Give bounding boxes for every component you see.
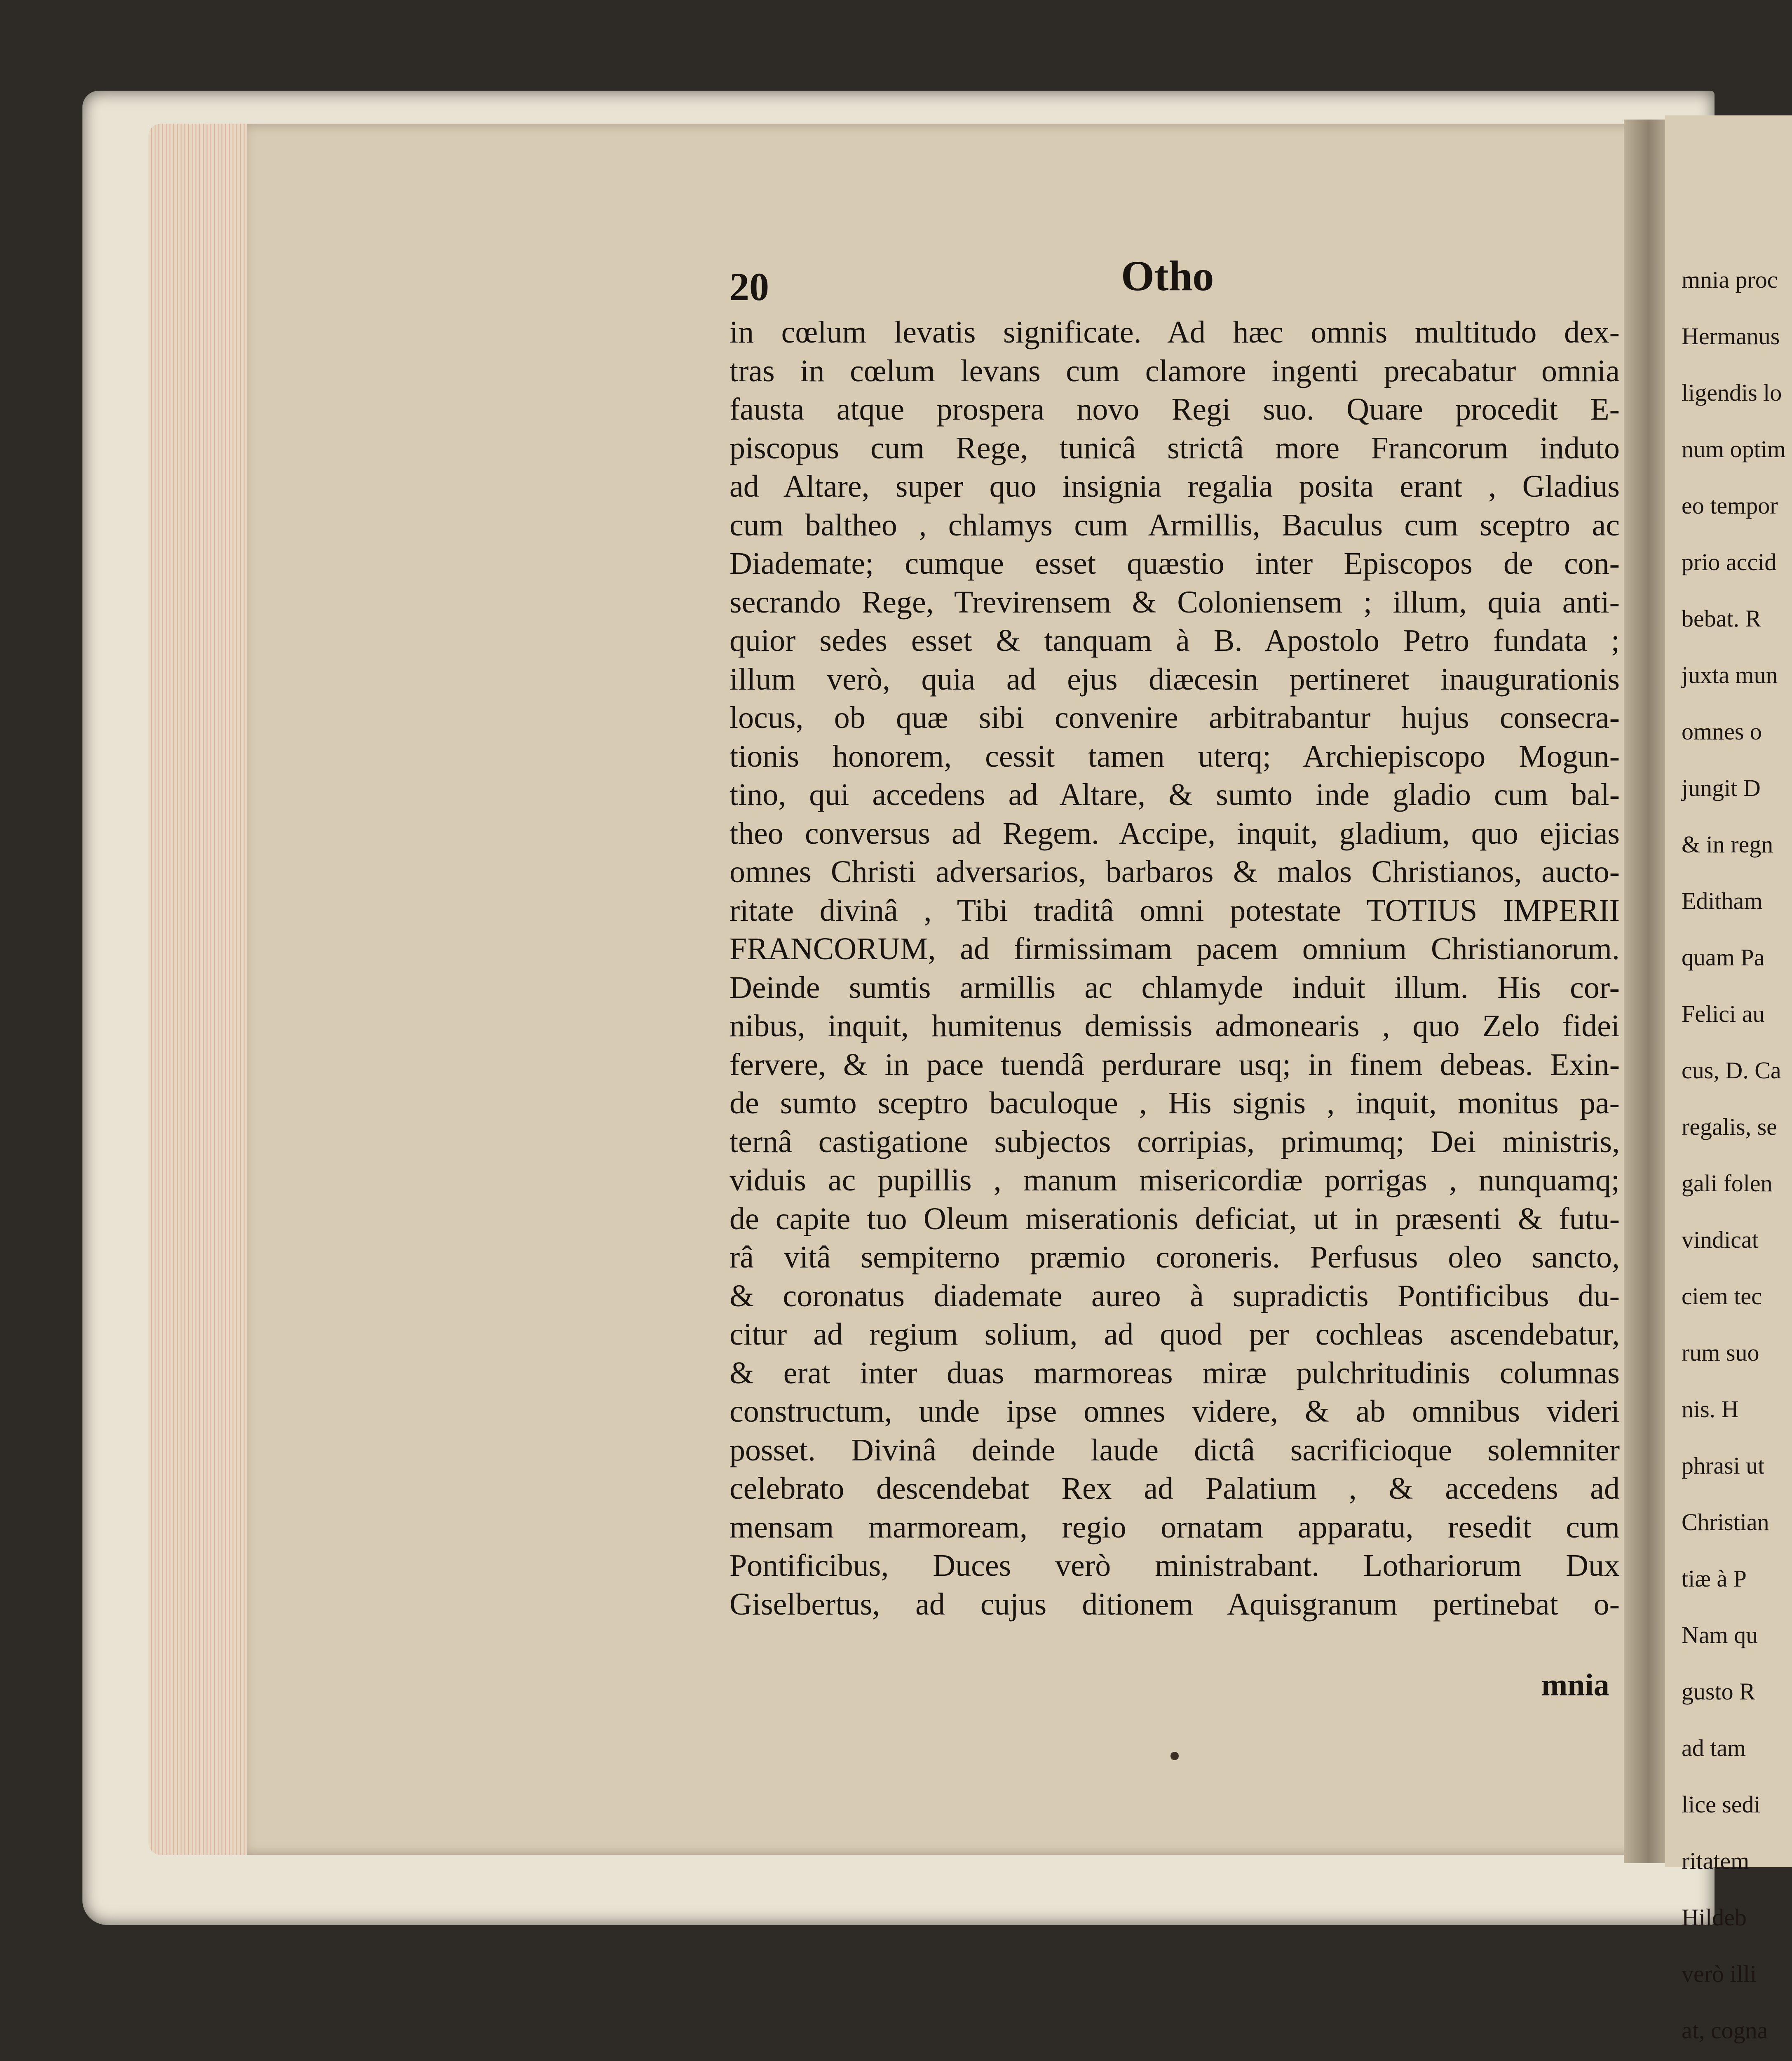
text-line: & erat inter duas marmoreas miræ pulchritudinis columnas	[729, 1355, 1620, 1390]
text-line: posset. Divinâ deinde laude dictâ sacrificioque solemniter	[729, 1432, 1620, 1467]
text-line: Pontificibus, Duces verò ministrabant. Lothariorum Dux	[729, 1548, 1620, 1583]
text-line: de capite tuo Oleum miserationis deficiat, ut in præsenti & futu-	[729, 1201, 1620, 1236]
right-page-line: ligendis lo	[1682, 379, 1782, 406]
text-line: citur ad regium solium, ad quod per cochleas ascendebatur,	[729, 1317, 1620, 1352]
text-line: celebrato descendebat Rex ad Palatium , & accedens ad	[729, 1471, 1620, 1506]
text-line: tionis honorem, cessit tamen uterq; Archiepiscopo Mogun-	[729, 739, 1620, 774]
text-line: de sumto sceptro baculoque , His signis , inquit, monitus pa-	[729, 1086, 1620, 1120]
text-line: cum baltheo , chlamys cum Armillis, Baculus cum sceptro ac	[729, 507, 1620, 542]
right-page-line: at, cogna	[1682, 2017, 1768, 2044]
right-page-line: Christian	[1682, 1509, 1769, 1535]
text-line: mensam marmoream, regio ornatam apparatu, resedit cum	[729, 1509, 1620, 1545]
text-line: illum verò, quia ad ejus diæcesin pertineret inaugurationis	[729, 662, 1620, 697]
right-page-line: Hermanus	[1682, 323, 1780, 350]
text-line: Diademate; cumque esset quæstio inter Episcopos de con-	[729, 546, 1620, 581]
text-line: râ vitâ sempiterno præmio coroneris. Perfusus oleo sancto,	[729, 1240, 1620, 1275]
text-line: theo conversus ad Regem. Accipe, inquit, gladium, quo ejicias	[729, 816, 1620, 851]
right-page-line: num optim	[1682, 436, 1786, 462]
right-page-line: cus, D. Ca	[1682, 1057, 1781, 1084]
text-line: viduis ac pupillis , manum misericordiæ porrigas , nunquamq;	[729, 1163, 1620, 1197]
text-line: Giselbertus, ad cujus ditionem Aquisgranum pertinebat o-	[729, 1587, 1620, 1622]
right-page-line: Editham	[1682, 887, 1763, 914]
text-line: ternâ castigatione subjectos corripias, primumq; Dei ministris,	[729, 1124, 1620, 1159]
text-line: fervere, & in pace tuendâ perdurare usq; in finem debeas. Exin-	[729, 1047, 1620, 1082]
right-page-line: prio accid	[1682, 549, 1777, 575]
text-line: ad Altare, super quo insignia regalia posita erant , Gladius	[729, 469, 1620, 504]
text-line: fausta atque prospera novo Regi suo. Quare procedit E-	[729, 392, 1620, 427]
right-page-line: Hildeb	[1682, 1904, 1747, 1931]
right-page-line: gali folen	[1682, 1170, 1773, 1197]
text-line: piscopus cum Rege, tunicâ strictâ more Francorum induto	[729, 430, 1620, 465]
right-page-line: lice sedi	[1682, 1791, 1761, 1818]
right-page-line: rum suo	[1682, 1339, 1759, 1366]
right-page-line: verò illi	[1682, 1960, 1757, 1987]
page-number: 20	[729, 265, 769, 309]
right-page-line: Felici au	[1682, 1000, 1765, 1027]
text-line: nibus, inquit, humitenus demissis admonearis , quo Zelo fidei	[729, 1009, 1620, 1043]
text-line: tras in cœlum levans cum clamore ingenti precabatur omnia	[729, 353, 1620, 388]
right-page-line: jungit D	[1682, 775, 1761, 801]
right-page-line: & in regn	[1682, 831, 1773, 858]
body-text	[729, 313, 1620, 1624]
text-line: locus, ob quæ sibi convenire arbitrabantur hujus consecra-	[729, 700, 1620, 735]
text-line: tino, qui accedens ad Altare, & sumto inde gladio cum bal-	[729, 777, 1620, 812]
right-page-line: mnia proc	[1682, 266, 1778, 293]
right-page-line: Nam qu	[1682, 1622, 1758, 1648]
catchword: mnia	[1541, 1668, 1609, 1702]
ink-speck	[1170, 1752, 1179, 1760]
text-line: quior sedes esset & tanquam à B. Apostolo Petro fundata ;	[729, 623, 1620, 658]
right-page	[1665, 115, 1792, 2044]
running-head: Otho	[1121, 252, 1214, 300]
right-page-line	[1665, 2059, 1792, 2061]
right-page-line: quam Pa	[1682, 944, 1765, 971]
right-page-line: eo tempor	[1682, 492, 1778, 519]
text-line: FRANCORUM, ad firmissimam pacem omnium Christianorum.	[729, 932, 1620, 966]
right-page-line: omnes o	[1682, 718, 1762, 745]
right-page-line: phrasi ut	[1682, 1452, 1765, 1479]
right-page-line: ad tam	[1682, 1735, 1746, 1761]
right-page-line: gusto R	[1682, 1678, 1755, 1705]
right-page-line: juxta mun	[1682, 662, 1778, 688]
page-edges	[148, 124, 260, 1855]
right-page-line: tiæ à P	[1682, 1565, 1747, 1592]
text-line: omnes Christi adversarios, barbaros & malos Christianos, aucto-	[729, 854, 1620, 889]
text-line: & coronatus diademate aureo à supradictis Pontificibus du-	[729, 1278, 1620, 1313]
right-page-line: bebat. R	[1682, 605, 1762, 632]
right-page-line: ritatem	[1682, 1847, 1750, 1874]
text-line: Deinde sumtis armillis ac chlamyde induit illum. His cor-	[729, 970, 1620, 1005]
text-line: ritate divinâ , Tibi traditâ omni potestate TOTIUS IMPERII	[729, 893, 1620, 928]
right-page-line: ciem tec	[1682, 1283, 1762, 1310]
text-line: constructum, unde ipse omnes videre, & ab omnibus videri	[729, 1394, 1620, 1429]
right-page-line: regalis, se	[1682, 1113, 1777, 1140]
right-page-line: vindicat	[1682, 1226, 1759, 1253]
text-line: secrando Rege, Trevirensem & Coloniensem ; illum, quia anti-	[729, 584, 1620, 620]
right-page-line: nis. H	[1682, 1396, 1739, 1423]
text-line: in cœlum levatis significate. Ad hæc omnis multitudo dex-	[729, 315, 1620, 350]
